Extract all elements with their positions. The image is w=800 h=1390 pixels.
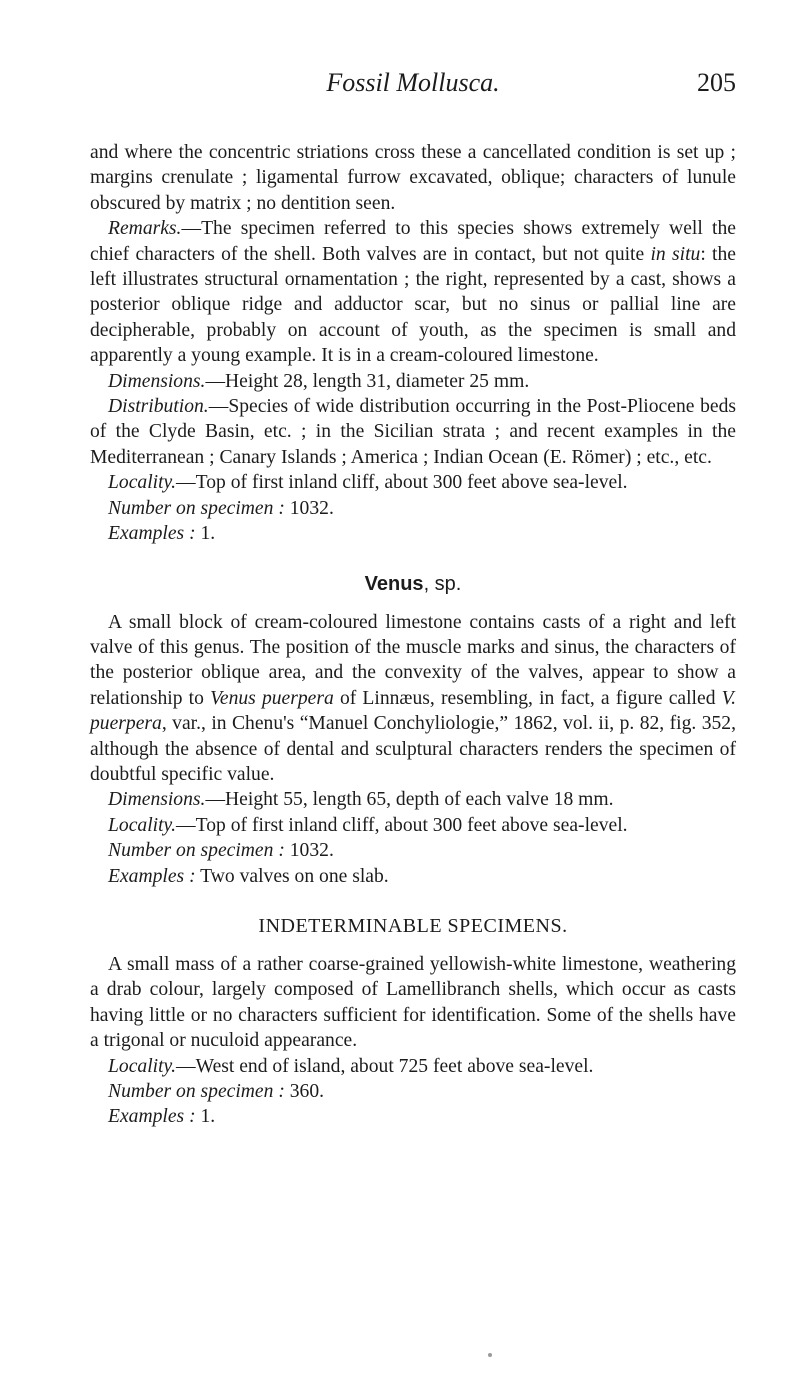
indeterminable-examples-paragraph: [90, 1104, 736, 1129]
number-text: 1032.: [284, 497, 334, 519]
running-title: Fossil Mollusca.: [326, 68, 500, 97]
indeterminable-number-text: 360.: [284, 1081, 325, 1102]
venus-number-text: 1032.: [284, 840, 334, 862]
venus-heading-rest: , sp.: [423, 572, 462, 595]
number-paragraph: [90, 496, 736, 521]
venus-desc-c: , var., in Chenu's “Manuel Conchyliologie,” 1862, vol. ii, p. 82, fig. 352, although the absence of dental and sculptural characters renders the specimen of doubtful specific value.: [90, 713, 736, 785]
examples-text: 1.: [195, 523, 216, 545]
remarks-in-situ: in situ: [650, 243, 701, 265]
dimensions-paragraph: [90, 369, 736, 394]
venus-description: [90, 610, 736, 788]
examples-paragraph: [90, 521, 736, 546]
indeterminable-number-label: Number on specimen :: [108, 1081, 285, 1102]
venus-locality-text: —Top of first inland cliff, about 300 feet above sea-level.: [176, 814, 628, 836]
indeterminable-number-paragraph: [90, 1079, 736, 1104]
indeterminable-description: A small mass of a rather coarse-grained yellowish-white limestone, weathering a drab colour, largely composed of Lamellibranch shells, which occur as casts having little or no characters sufficient for identification. Some of the shells have a trigonal or nuculoid appearance.: [90, 953, 736, 1052]
distribution-label: Distribution.: [108, 396, 209, 418]
venus-number-paragraph: [90, 838, 736, 863]
venus-dimensions-text: —Height 55, length 65, depth of each valve 18 mm.: [205, 789, 614, 811]
indeterminable-locality-paragraph: [90, 1054, 736, 1079]
locality-paragraph: [90, 470, 736, 495]
venus-dimensions-label: Dimensions.: [108, 789, 206, 811]
dimensions-text: —Height 28, length 31, diameter 25 mm.: [205, 370, 530, 392]
venus-dimensions-paragraph: [90, 787, 736, 812]
continuation-paragraph: and where the concentric striations cross these a cancellated condition is set up ; margins crenulate ; ligamental furrow excavated, oblique; characters of lunule obscured by matrix ; no dentition seen.: [90, 142, 736, 214]
venus-heading: [90, 573, 736, 596]
remarks-text-a: —The specimen referred to this species shows extremely well the chief characters of the shell. Both valves are in contact, but not quite: [90, 218, 736, 265]
venus-desc-italic2: V. puerpera: [90, 687, 736, 735]
locality-text: —Top of first inland cliff, about 300 feet above sea-level.: [176, 472, 628, 494]
remarks-label: Remarks.: [108, 218, 182, 240]
indeterminable-locality-text: —West end of island, about 725 feet above sea-level.: [176, 1055, 594, 1077]
printing-speck: [488, 1353, 492, 1357]
page-number: 205: [697, 68, 736, 97]
dimensions-label: Dimensions.: [108, 370, 206, 392]
indeterminable-examples-text: 1.: [195, 1106, 216, 1128]
venus-desc-italic1: Venus puerpera: [210, 687, 334, 709]
venus-examples-text: Two valves on one slab.: [195, 865, 389, 887]
locality-label: Locality.: [108, 472, 177, 494]
venus-locality-paragraph: [90, 813, 736, 838]
indeterminable-examples-label: Examples :: [108, 1106, 196, 1128]
venus-heading-genus: Venus: [364, 572, 424, 595]
running-head: [90, 68, 736, 108]
venus-desc-a: A small block of cream-coloured limestone contains casts of a right and left valve of this genus. The position of the muscle marks and sinus, the characters of the posterior oblique area, and the convexity of the valves, appear to show a relationship to: [90, 611, 736, 709]
venus-number-label: Number on specimen :: [108, 840, 285, 862]
venus-examples-paragraph: [90, 864, 736, 889]
remarks-paragraph: [90, 216, 736, 368]
venus-desc-b: of Linnæus, resembling, in fact, a figure called: [333, 687, 722, 709]
indeterminable-locality-label: Locality.: [108, 1055, 177, 1077]
number-label: Number on specimen :: [108, 497, 285, 519]
indeterminable-heading: INDETERMINABLE SPECIMENS.: [258, 914, 568, 937]
distribution-text: —Species of wide distribution occurring in the Post-Pliocene beds of the Clyde Basin, etc. ; in the Sicilian strata ; and recent examples in the Mediterranean ; Canary Islands ; America ; Indian Ocean (E. Römer) ; etc., etc.: [90, 396, 736, 468]
remarks-text-b: : the left illustrates structural ornamentation ; the right, represented by a cast, shows a posterior oblique ridge and adductor scar, but no sinus or pallial line are decipherable, probably on account of youth, as the specimen is small and apparently a young example. It is in a cream-coloured limestone.: [90, 243, 736, 367]
venus-locality-label: Locality.: [108, 814, 177, 836]
examples-label: Examples :: [108, 523, 196, 545]
venus-examples-label: Examples :: [108, 865, 196, 887]
distribution-paragraph: [90, 394, 736, 470]
